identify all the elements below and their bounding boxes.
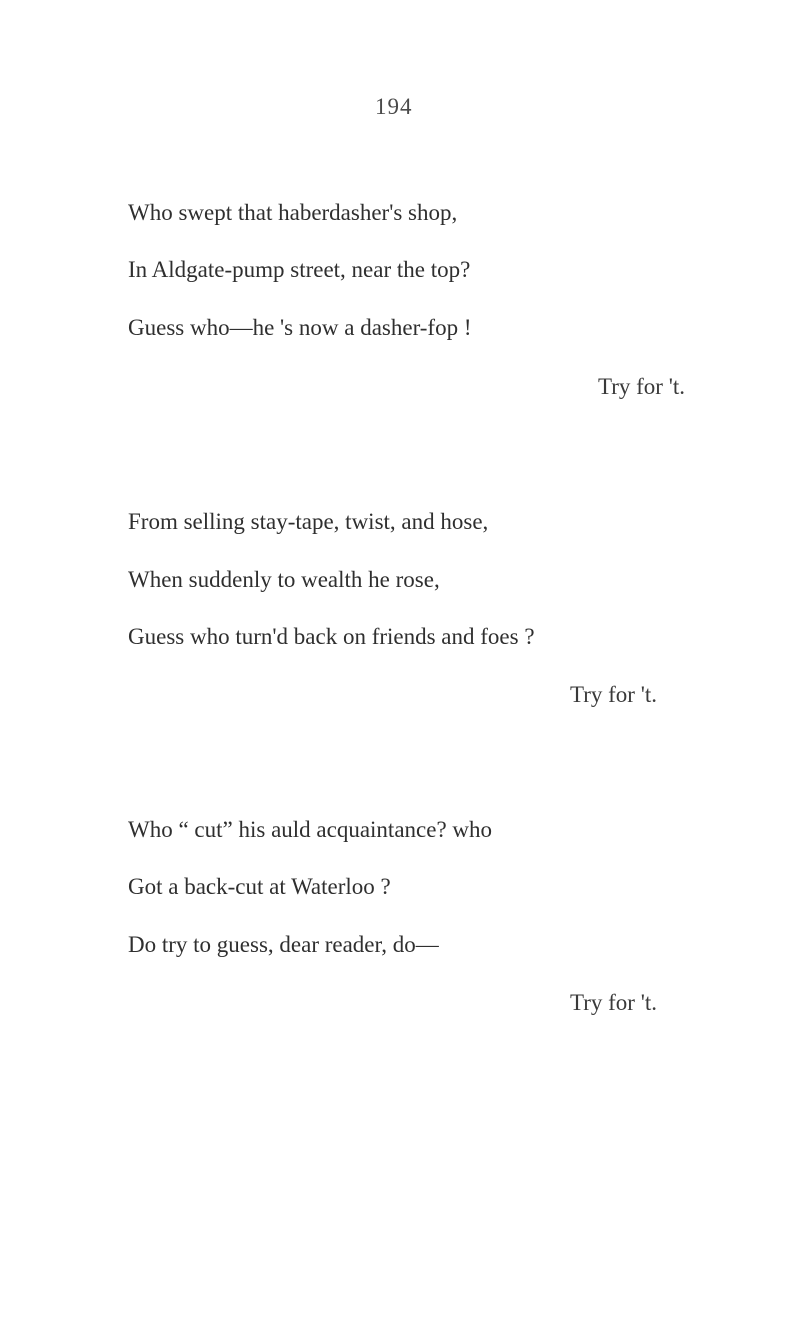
verse-line: Got a back-cut at Waterloo ? — [128, 874, 391, 899]
verse-line: In Aldgate-pump street, near the top? — [128, 257, 471, 282]
verse-line: Guess who—he 's now a dasher-fop ! — [128, 315, 472, 340]
verse-line: When suddenly to wealth he rose, — [128, 567, 440, 592]
verse-line: Do try to guess, dear reader, do— — [128, 932, 439, 957]
verse-line: Who swept that haberdasher's shop, — [128, 200, 458, 225]
page-number: 194 — [375, 94, 413, 119]
verse-line: Who “ cut” his auld acquaintance? who — [128, 817, 493, 842]
refrain-line: Try for 't. — [570, 990, 658, 1015]
refrain-line: Try for 't. — [598, 374, 686, 399]
verse-line: Guess who turn'd back on friends and foes ? — [128, 624, 535, 649]
verse-line: From selling stay-tape, twist, and hose, — [128, 509, 489, 534]
refrain-line: Try for 't. — [570, 682, 658, 707]
